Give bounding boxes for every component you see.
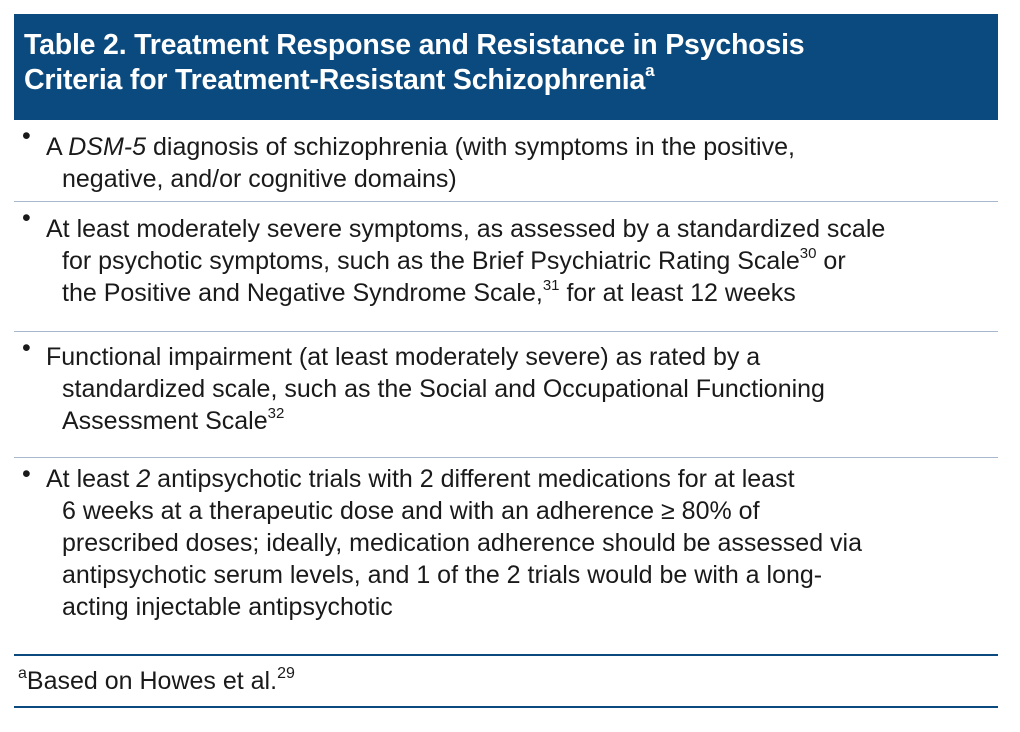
criterion-line: Functional impairment (at least moderately severe) as rated by a (46, 343, 761, 371)
criterion-row (14, 458, 998, 656)
criterion-line: At least moderately severe symptoms, as assessed by a standardized scale (46, 215, 886, 243)
text-italic: DSM-5 (68, 133, 147, 161)
text-segment: A (46, 133, 69, 161)
criterion-row (14, 202, 998, 332)
text-segment: antipsychotic trials with 2 different medications for at least (150, 465, 795, 493)
criterion-text (22, 463, 998, 623)
bullet-icon: • (22, 122, 31, 150)
citation-ref: 30 (799, 245, 817, 262)
title-footnote-marker: a (645, 61, 655, 80)
criterion-line (46, 131, 998, 163)
citation-ref: 31 (542, 277, 560, 294)
text-segment: diagnosis of schizophrenia (with symptoms in the positive, (146, 133, 795, 161)
title-line-1: Table 2. Treatment Response and Resistance in Psychosis (24, 29, 805, 61)
text-segment: At least (46, 465, 137, 493)
text-segment: Assessment Scale (62, 407, 268, 435)
table-footnote (14, 656, 998, 708)
table-header (14, 14, 998, 120)
title-line-2: Criteria for Treatment-Resistant Schizophrenia (24, 64, 646, 96)
text-segment: or (816, 247, 846, 275)
text-italic: 2 (136, 465, 151, 493)
criterion-line (46, 245, 998, 277)
citation-ref: 32 (267, 405, 285, 422)
criterion-line (46, 463, 998, 495)
criterion-line: acting injectable antipsychotic (62, 593, 393, 621)
criterion-line (46, 405, 998, 437)
bullet-icon: • (22, 334, 31, 362)
criterion-line: standardized scale, such as the Social and Occupational Functioning (62, 375, 825, 403)
table-title (24, 28, 988, 63)
text-segment: for psychotic symptoms, such as the Brief Psychiatric Rating Scale (62, 247, 800, 275)
criterion-row (14, 332, 998, 458)
text-segment: for at least 12 weeks (559, 279, 796, 307)
bullet-icon: • (22, 460, 31, 488)
criteria-list (14, 120, 998, 656)
criterion-text (22, 341, 998, 437)
criterion-line: negative, and/or cognitive domains) (62, 165, 457, 193)
text-segment: the Positive and Negative Syndrome Scale, (62, 279, 543, 307)
table-subtitle (24, 63, 988, 98)
criterion-row (14, 120, 998, 202)
criterion-line: 6 weeks at a therapeutic dose and with an adherence ≥ 80% of (62, 497, 760, 525)
bullet-icon: • (22, 204, 31, 232)
footnote-text: Based on Howes et al. (26, 667, 278, 695)
criterion-text (22, 131, 998, 195)
citation-ref: 29 (277, 665, 295, 682)
criterion-line: prescribed doses; ideally, medication adherence should be assessed via (62, 529, 863, 557)
footnote-marker: a (18, 665, 27, 682)
table-2 (14, 14, 998, 708)
criterion-text (22, 213, 998, 309)
criterion-line (46, 277, 998, 309)
criterion-line: antipsychotic serum levels, and 1 of the 2 trials would be with a long- (62, 561, 823, 589)
